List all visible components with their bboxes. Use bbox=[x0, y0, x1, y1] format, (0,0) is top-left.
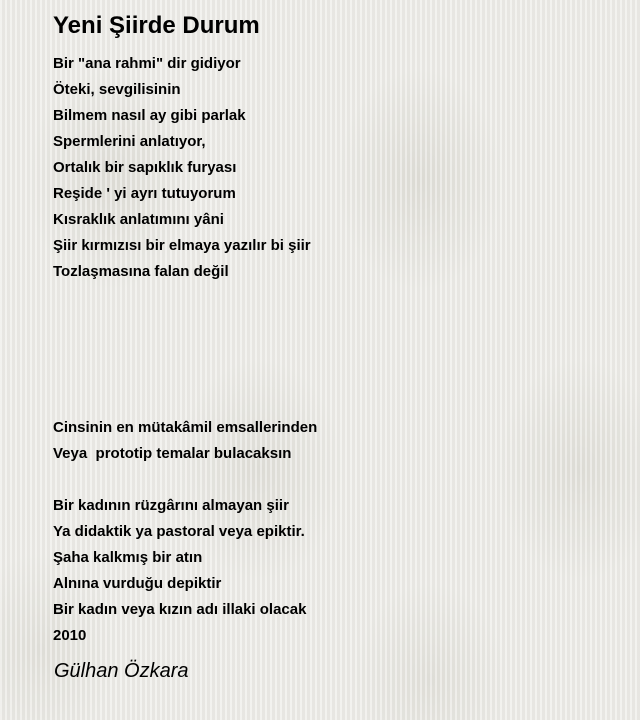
poem-blank-line bbox=[53, 285, 613, 311]
poem-body bbox=[53, 51, 613, 649]
poem-line: Ya didaktik ya pastoral veya epiktir. bbox=[53, 523, 305, 540]
poem-title: Yeni Şiirde Durum bbox=[53, 12, 260, 39]
poem-line: Bir kadının rüzgârını almayan şiir bbox=[53, 497, 289, 514]
poem-blank-line bbox=[53, 311, 613, 337]
poem-year: 2010 bbox=[53, 627, 87, 644]
poem-line: Şaha kalkmış bir atın bbox=[53, 549, 203, 566]
poem-line: Reşide ' yi ayrı tutuyorum bbox=[53, 185, 236, 202]
poem-line: Kısraklık anlatımını yâni bbox=[53, 211, 224, 228]
poem-blank-line bbox=[53, 389, 613, 415]
poem-line: Şiir kırmızısı bir elmaya yazılır bi şiir bbox=[53, 237, 311, 254]
poem-line: Bilmem nasıl ay gibi parlak bbox=[53, 107, 246, 124]
poem-blank-line bbox=[53, 467, 613, 493]
poem-line: Bir "ana rahmi" dir gidiyor bbox=[53, 55, 241, 72]
poem-author: Gülhan Özkara bbox=[54, 660, 189, 682]
poem-blank-line bbox=[53, 337, 613, 363]
poem-line: Ortalık bir sapıklık furyası bbox=[53, 159, 237, 176]
poem-line: Cinsinin en mütakâmil emsallerinden bbox=[53, 419, 318, 436]
poem-line: Veya prototip temalar bulacaksın bbox=[53, 445, 292, 462]
poem-blank-line bbox=[53, 363, 613, 389]
poem-line: Alnına vurduğu depiktir bbox=[53, 575, 222, 592]
poem-line: Öteki, sevgilisinin bbox=[53, 81, 181, 98]
poem-line: Tozlaşmasına falan değil bbox=[53, 263, 229, 280]
poem-line: Bir kadın veya kızın adı illaki olacak bbox=[53, 601, 307, 618]
poem-line: Spermlerini anlatıyor, bbox=[53, 133, 206, 150]
